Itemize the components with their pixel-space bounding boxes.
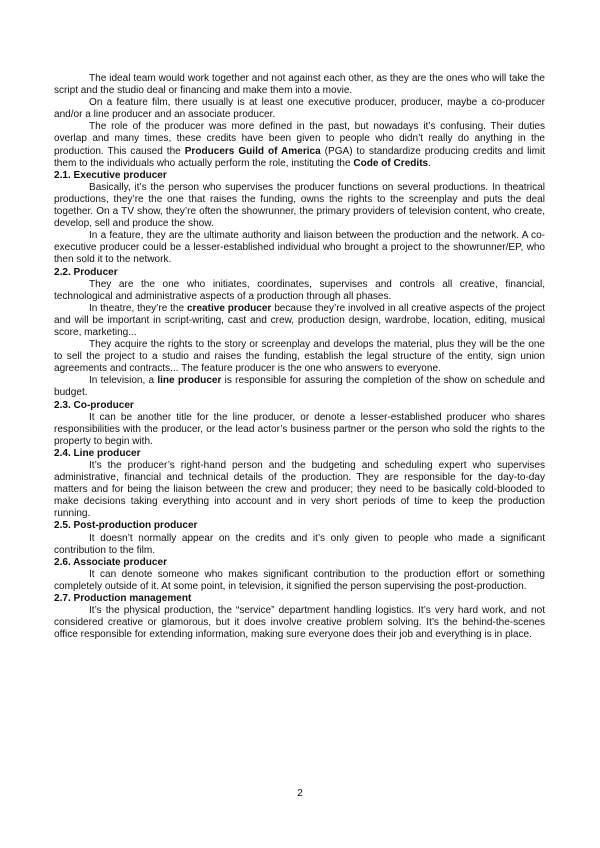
post-production-paragraph-1: It doesn’t normally appear on the credits and it’s only given to people who made a significant contribution to the film.	[54, 532, 545, 556]
intro-paragraph-1: The ideal team would work together and not against each other, as they are the ones who will take the script and the studio deal or financing and make them into a movie.	[54, 73, 545, 97]
executive-paragraph-1: Basically, it’s the person who supervises the producer functions on several productions. In theatrical productions, they’re the one that raises the funding, owns the rights to the screenplay and puts the deal together. On a TV show, they’re often the showrunner, the primary providers of television content, who create, develop, sell and produce the show.	[54, 181, 545, 230]
line-producer-paragraph-1: It’s the producer’s right-hand person and the budgeting and scheduling expert who supervises administrative, financial and technical details of the production. They are responsible for the day-to-day matters and for being the liaison between the crew and producer; they need to be basically cold-blooded to make decisions taking everything into account and in very short periods of time to keep the production running.	[54, 460, 545, 520]
executive-paragraph-2: In a feature, they are the ultimate authority and liaison between the production and the network. A co-executive producer could be a lesser-established individual who brought a project to the showrunner/EP, who then sold it to the network.	[54, 230, 545, 266]
coproducer-paragraph-1: It can be another title for the line producer, or denote a lesser-established producer who shares responsibilities with the producer, or the lead actor’s business partner or the person who sold the rights to the property to begin with.	[54, 411, 545, 447]
associate-paragraph-1: It can denote someone who makes significant contribution to the production effort or something completely outside of it. At some point, in television, it signified the person supervising the post-production.	[54, 568, 545, 592]
section-heading-production-management: 2.7. Production management	[54, 593, 192, 605]
page-number: 2	[297, 788, 303, 799]
section-heading-associate-producer: 2.6. Associate producer	[54, 556, 167, 568]
producer-text: In theatre, they’re the	[89, 302, 187, 314]
intro-paragraph-2: On a feature film, there usually is at least one executive producer, producer, maybe a co-producer and/or a line producer and an associate producer.	[54, 97, 545, 121]
pga-name: Producers Guild of America	[184, 145, 321, 157]
producer-paragraph-2	[54, 303, 545, 339]
producer-paragraph-4	[54, 375, 545, 399]
intro-paragraph-3	[54, 121, 545, 169]
intro-text: (PGA) to standardize producing credits and limit them to the individuals who actually perform the role, instituting the	[54, 145, 545, 169]
line-producer-term: line producer	[157, 375, 222, 387]
section-heading-producer: 2.2. Producer	[54, 266, 118, 278]
producer-text: In television, a	[89, 375, 158, 387]
section-heading-post-production-producer: 2.5. Post-production producer	[54, 520, 198, 532]
section-heading-line-producer: 2.4. Line producer	[54, 447, 141, 459]
producer-paragraph-1: They are the one who initiates, coordinates, supervises and controls all creative, financial, technological and administrative aspects of a production through all phases.	[54, 278, 545, 302]
creative-producer-term: creative producer	[186, 302, 272, 314]
producer-text: because they’re involved in all creative aspects of the project and will be important in script-writing, cast and crew, production design, wardrobe, location, editing, musical score, marketing...	[54, 302, 545, 338]
section-heading-executive-producer: 2.1. Executive producer	[54, 169, 167, 181]
intro-text: The role of the producer was more defined in the past, but nowadays it’s confusing. Their duties overlap and many times, these credits have been given to people who didn’t really do anything in the production. This caused the	[54, 121, 545, 157]
document-page	[54, 73, 545, 641]
management-paragraph-1: It’s the physical production, the “service” department handling logistics. It’s very hard work, and not considered creative or glamorous, but it does involve creative problem solving. It’s the behind-the-scenes office responsible for extending information, making sure everyone does their job and everything is in place.	[54, 605, 545, 641]
producer-paragraph-3: They acquire the rights to the story or screenplay and develops the material, plus they will be the one to sell the project to a studio and raises the funding, establish the legal structure of the entity, sign union agreements and contracts... The feature producer is the one who answers to everyone.	[54, 339, 545, 375]
section-heading-co-producer: 2.3. Co-producer	[54, 399, 134, 411]
code-of-credits: Code of Credits	[353, 157, 429, 169]
producer-text: is responsible for assuring the completion of the show on schedule and budget.	[54, 375, 545, 399]
intro-text: .	[428, 157, 431, 169]
